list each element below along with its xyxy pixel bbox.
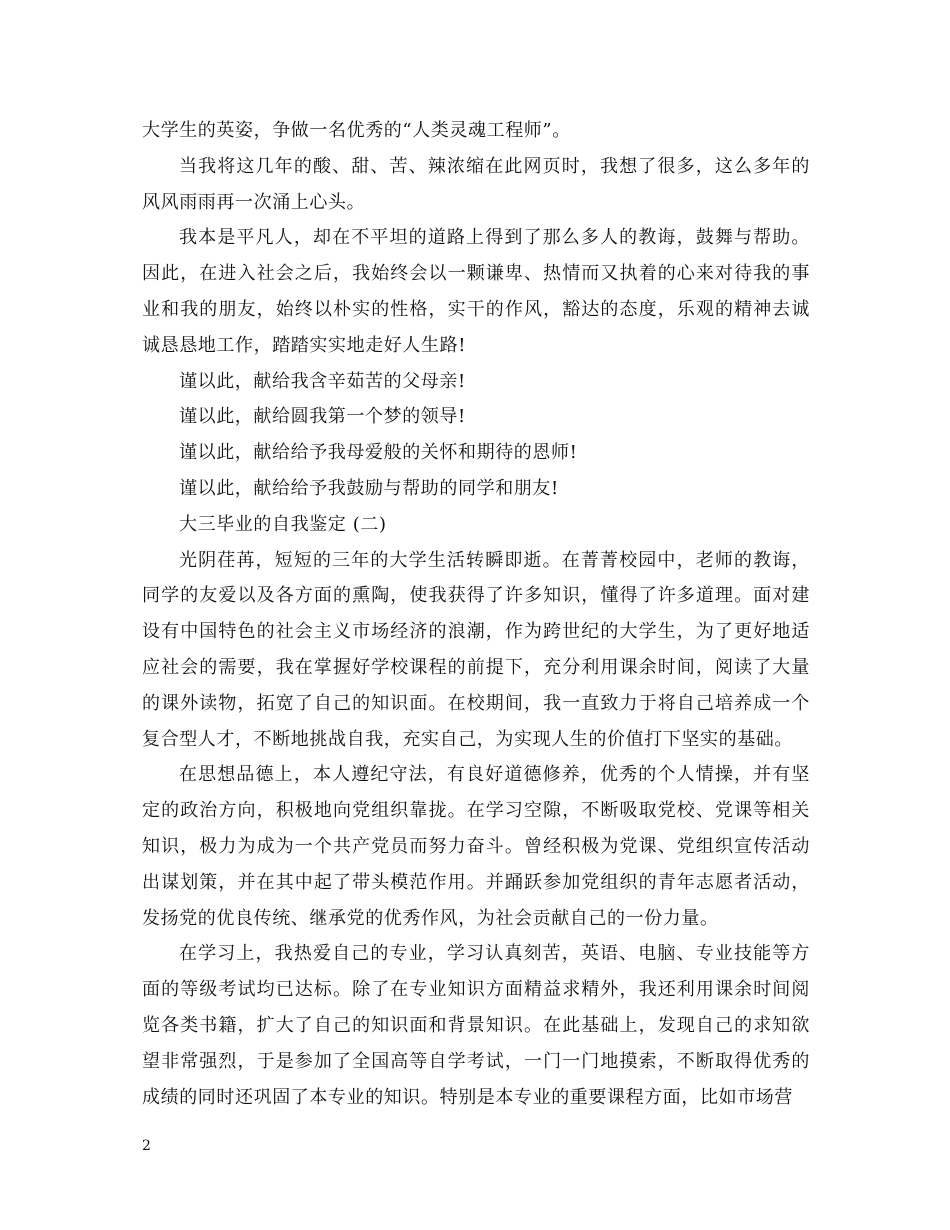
document-body <box>142 113 810 1115</box>
paragraph-6: 在学习上，我热爱自己的专业，学习认真刻苦，英语、电脑、专业技能等方面的等级考试均已达标。除了在专业知识方面精益求精外，我还利用课余时间阅览各类书籍，扩大了自己的知识面和背景知识。在此基础上，发现自己的求知欲望非常强烈，于是参加了全国高等自学考试，一门一门地摸索，不断取得优秀的成绩的同时还巩固了本专业的知识。特别是本专业的重要课程方面，比如市场营 <box>142 943 810 1108</box>
paragraph-2: 当我将这几年的酸、甜、苦、辣浓缩在此网页时，我想了很多，这么多年的风风雨雨再一次涌上心头。 <box>142 155 810 213</box>
paragraph-4: 光阴荏苒，短短的三年的大学生活转瞬即逝。在菁菁校园中，老师的教诲，同学的友爱以及各方面的熏陶，使我获得了许多知识，懂得了许多道理。面对建设有中国特色的社会主义市场经济的浪潮，作为跨世纪的大学生，为了更好地适应社会的需要，我在掌握好学校课程的前提下，充分利用课余时间，阅读了大量的课外读物，拓宽了自己的知识面。在校期间，我一直致力于将自己培养成一个复合型人才，不断地挑战自我，充实自己，为实现人生的价值打下坚实的基础。 <box>142 549 810 750</box>
dedication-line-2: 谨以此，献给圆我第一个梦的领导! <box>179 406 466 428</box>
dedication-line-3: 谨以此，献给给予我母爱般的关怀和期待的恩师! <box>179 442 578 464</box>
paragraph-1: 大学生的英姿，争做一名优秀的“人类灵魂工程师”。 <box>142 120 571 141</box>
dedication-line-1: 谨以此，献给我含辛茹苦的父母亲! <box>179 370 466 392</box>
dedication-line-4: 谨以此，献给给予我鼓励与帮助的同学和朋友! <box>179 477 559 499</box>
paragraph-5: 在思想品德上，本人遵纪守法，有良好道德修养，优秀的个人情操，并有坚定的政治方向，积极地向党组织靠拢。在学习空隙，不断吸取党校、党课等相关知识，极力为成为一个共产党员而努力奋斗。曾经积极为党课、党组织宣传活动出谋划策，并在其中起了带头模范作用。并踊跃参加党组织的青年志愿者活动，发扬党的优良传统、继承党的优秀作风，为社会贡献自己的一份力量。 <box>142 764 810 929</box>
paragraph-3: 我本是平凡人，却在不平坦的道路上得到了那么多人的教诲，鼓舞与帮助。因此，在进入社会之后，我始终会以一颗谦卑、热情而又执着的心来对待我的事业和我的朋友，始终以朴实的性格，实干的作风，豁达的态度，乐观的精神去诚诚恳恳地工作，踏踏实实地走好人生路! <box>142 227 810 356</box>
section-heading: 大三毕业的自我鉴定 (二) <box>179 513 387 535</box>
page-number: 2 <box>142 1138 151 1154</box>
